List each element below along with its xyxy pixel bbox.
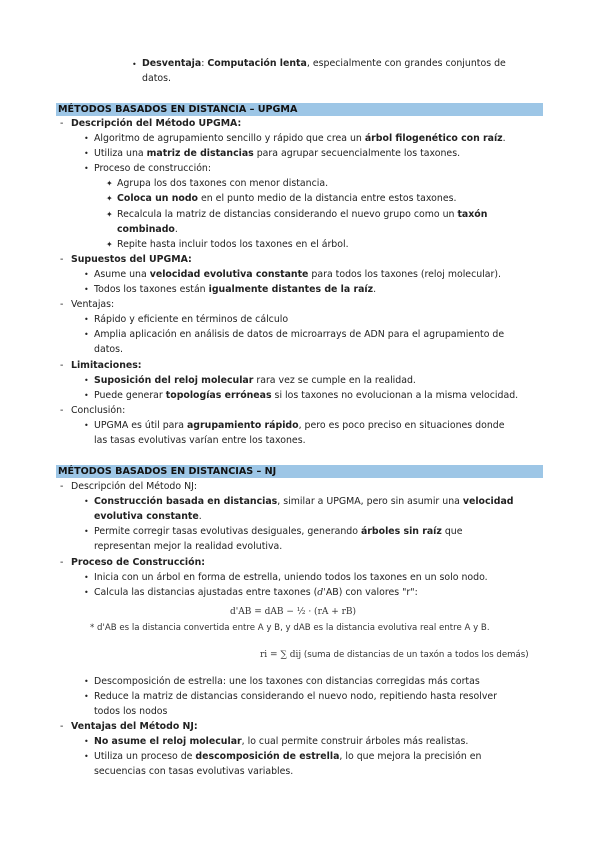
upgma-desc-3: Proceso de construcción: [94, 163, 212, 174]
formula-note: * d'AB es la distancia convertida entre A y B, y dAB es la distancia evolutiva real entre A y B. [90, 623, 490, 633]
nj-ven-2-cont: secuencias con tasas evolutivas variables. [94, 766, 294, 777]
nj-ventajas-title: Ventajas del Método NJ: [71, 721, 198, 732]
upgma-desc-title: Descripción del Método UPGMA: [71, 118, 242, 129]
nj-desc-2-cont: representan mejor la realidad evolutiva. [94, 541, 283, 552]
section-header-nj: MÉTODOS BASADOS EN DISTANCIAS – NJ [56, 465, 543, 478]
bullet: • [84, 692, 89, 701]
upgma-desc-1: Algoritmo de agrupamiento sencillo y rápido que crea un árbol filogenético con raíz. [94, 133, 506, 144]
dash-bullet: - [60, 721, 64, 732]
bullet: • [84, 285, 89, 294]
nj-proc-2: Calcula las distancias ajustadas entre taxones (d'AB) con valores "r": [94, 587, 418, 598]
upgma-ven-1: Rápido y eficiente en términos de cálculo [94, 314, 289, 325]
nj-desc-title: Descripción del Método NJ: [71, 481, 198, 492]
bullet: • [84, 315, 89, 324]
nj-desc-1: Construcción basada en distancias, similar a UPGMA, pero sin asumir una velocidad [94, 496, 514, 507]
upgma-sup-1: Asume una velocidad evolutiva constante para todos los taxones (reloj molecular). [94, 269, 502, 280]
upgma-step-3-cont: combinado. [117, 224, 178, 235]
bullet: • [84, 421, 89, 430]
star-bullet: ✦ [106, 240, 113, 249]
nj-desc-2: Permite corregir tasas evolutivas desiguales, generando árboles sin raíz que [94, 526, 463, 537]
dash-bullet: - [60, 481, 64, 492]
upgma-limitaciones-title: Limitaciones: [71, 360, 142, 371]
nj-proceso-title: Proceso de Construcción: [71, 557, 206, 568]
upgma-con-1: UPGMA es útil para agrupamiento rápido, pero es poco preciso en situaciones donde [94, 420, 505, 431]
nj-proc-4: Reduce la matriz de distancias considerando el nuevo nodo, repitiendo hasta resolver [94, 691, 498, 702]
upgma-sup-2: Todos los taxones están igualmente distantes de la raíz. [94, 284, 377, 295]
intro-desventaja-line: Desventaja: Computación lenta, especialmente con grandes conjuntos de [142, 58, 506, 69]
dash-bullet: - [60, 405, 64, 416]
dash-bullet: - [60, 299, 64, 310]
upgma-step-3: Recalcula la matriz de distancias considerando el nuevo grupo como un taxón [117, 209, 488, 220]
upgma-step-2: Coloca un nodo en el punto medio de la distancia entre estos taxones. [117, 193, 457, 204]
bullet: • [84, 588, 89, 597]
dash-bullet: - [60, 360, 64, 371]
dash-bullet: - [60, 118, 64, 129]
nj-proc-1: Inicia con un árbol en forma de estrella, uniendo todos los taxones en un solo nodo. [94, 572, 488, 583]
bullet: • [84, 270, 89, 279]
bullet: • [84, 376, 89, 385]
star-bullet: ✦ [106, 210, 113, 219]
nj-proc-4-cont: todos los nodos [94, 706, 168, 717]
bullet: • [84, 737, 89, 746]
upgma-con-1-cont: las tasas evolutivas varían entre los taxones. [94, 435, 306, 446]
bullet: • [84, 752, 89, 761]
upgma-step-1: Agrupa los dos taxones con menor distancia. [117, 178, 329, 189]
bullet: • [84, 391, 89, 400]
section-header-upgma: MÉTODOS BASADOS EN DISTANCIA – UPGMA [56, 103, 543, 116]
nj-ven-2: Utiliza un proceso de descomposición de estrella, lo que mejora la precisión en [94, 751, 482, 762]
bullet: • [84, 527, 89, 536]
dash-bullet: - [60, 557, 64, 568]
dash-bullet: - [60, 254, 64, 265]
bullet: • [84, 497, 89, 506]
bullet: • [84, 677, 89, 686]
formula-dprime: d'AB = dAB − ½ · (rA + rB) [230, 607, 357, 617]
nj-proc-3: Descomposición de estrella: une los taxones con distancias corregidas más cortas [94, 676, 480, 687]
star-bullet: ✦ [106, 194, 113, 203]
nj-desc-1-cont: evolutiva constante. [94, 511, 202, 522]
upgma-conclusion-title: Conclusión: [71, 405, 126, 416]
upgma-ven-2: Amplia aplicación en análisis de datos de microarrays de ADN para el agrupamiento de [94, 329, 505, 340]
bullet: • [132, 60, 137, 69]
upgma-lim-2: Puede generar topologías erróneas si los taxones no evolucionan a la misma velocidad. [94, 390, 519, 401]
nj-ven-1: No asume el reloj molecular, lo cual permite construir árboles más realistas. [94, 736, 469, 747]
upgma-ventajas-title: Ventajas: [71, 299, 115, 310]
bullet: • [84, 149, 89, 158]
star-bullet: ✦ [106, 179, 113, 188]
formula-ri: ri = ∑ dij (suma de distancias de un taxón a todos los demás) [260, 650, 529, 660]
upgma-ven-2-cont: datos. [94, 344, 123, 355]
bullet: • [84, 573, 89, 582]
bullet: • [84, 330, 89, 339]
upgma-lim-1: Suposición del reloj molecular rara vez se cumple en la realidad. [94, 375, 416, 386]
intro-desventaja-cont: datos. [142, 73, 171, 84]
upgma-supuestos-title: Supuestos del UPGMA: [71, 254, 192, 265]
upgma-desc-2: Utiliza una matriz de distancias para agrupar secuencialmente los taxones. [94, 148, 461, 159]
bullet: • [84, 134, 89, 143]
upgma-step-4: Repite hasta incluir todos los taxones en el árbol. [117, 239, 349, 250]
bullet: • [84, 164, 89, 173]
